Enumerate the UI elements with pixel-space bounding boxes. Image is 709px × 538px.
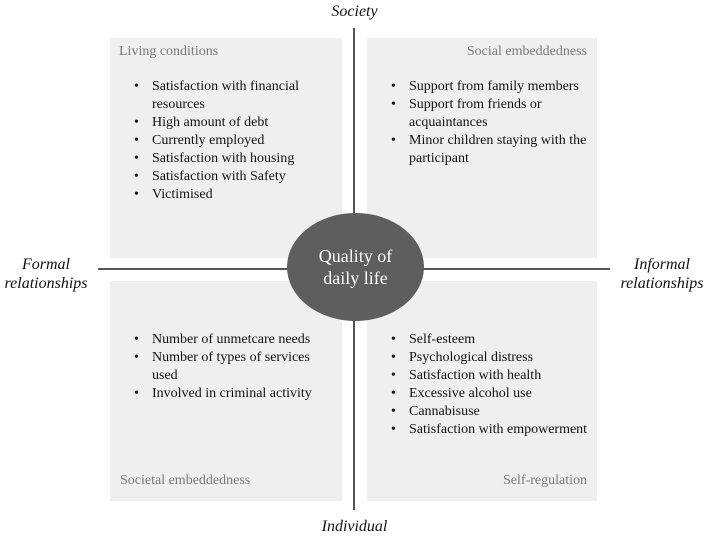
quadrant-list [389, 78, 589, 168]
axis-label-informal-line2: relationships [620, 275, 704, 292]
axis-label-society: Society [331, 3, 378, 20]
list-item: • Psychological distress [389, 349, 589, 367]
quadrant-living-conditions [110, 38, 342, 258]
quadrant-list [132, 331, 332, 403]
center-label-line1: Quality of [318, 246, 393, 266]
quadrant-title: Self-regulation [503, 473, 587, 488]
list-item: • Satisfaction with Safety [132, 168, 338, 186]
center-label-line2: daily life [323, 268, 388, 288]
quadrant-social-embeddedness [367, 38, 597, 258]
quadrant-list [132, 78, 338, 204]
list-item: • Satisfaction with health [389, 367, 589, 385]
quadrant-title: Living conditions [119, 44, 219, 59]
quadrant-title: Social embeddedness [466, 44, 587, 59]
list-item: • Support from friends or acquaintances [389, 96, 589, 132]
axis-label-informal-relationships [615, 255, 709, 293]
list-item: • Self-esteem [389, 331, 589, 349]
center-ellipse-quality-of-daily-life [287, 213, 424, 321]
quadrant-self-regulation [367, 281, 597, 501]
axis-label-individual: Individual [321, 518, 388, 535]
axis-label-formal-line1: Formal [22, 256, 70, 273]
list-item: • Satisfaction with empowerment [389, 421, 589, 439]
axis-label-formal-relationships [0, 255, 92, 293]
list-item: • High amount of debt [132, 114, 338, 132]
list-item: • Satisfaction with housing [132, 150, 338, 168]
list-item: • Satisfaction with financial resources [132, 78, 338, 114]
quadrant-title: Societal embeddedness [120, 473, 251, 488]
quadrant-societal-embeddedness [110, 281, 342, 501]
list-item: • Excessive alcohol use [389, 385, 589, 403]
list-item: • Support from family members [389, 78, 589, 96]
axis-label-informal-line1: Informal [634, 256, 690, 273]
list-item: • Minor children staying with the participant [389, 132, 589, 168]
list-item: • Number of unmetcare needs [132, 331, 332, 349]
quadrant-list [389, 331, 589, 439]
axis-label-formal-line2: relationships [4, 275, 88, 292]
list-item: • Number of types of services used [132, 349, 332, 385]
list-item: • Currently employed [132, 132, 338, 150]
list-item: • Victimised [132, 186, 338, 204]
list-item: • Involved in criminal activity [132, 385, 332, 403]
list-item: • Cannabisuse [389, 403, 589, 421]
